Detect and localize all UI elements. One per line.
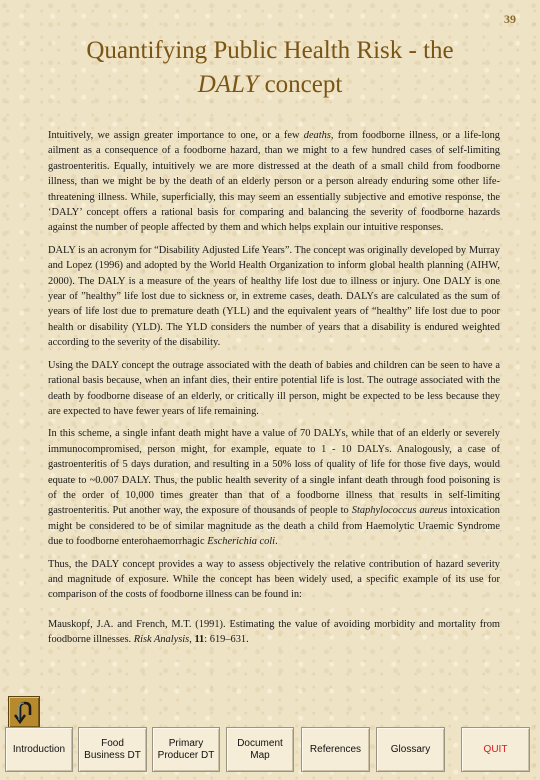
paragraph-outrage: Using the DALY concept the outrage associated with the death of babies and children can be seen to have a rational basis because, when an infant dies, their entire potential life is lost. The outrage associated with the death by foodborne disease of an elderly, or critically ill person, might be expected to be less because they are expected to have fewer years of life remaining.	[48, 359, 500, 417]
nav-food-business-dt-label: Food Business DT	[84, 737, 141, 761]
text-run: : 619–631.	[204, 634, 249, 646]
paragraph-scheme	[48, 426, 500, 549]
text-run: Mauskopf, J.A. and French, M.T. (1991). Estimating the value of avoiding morbidity and mortality from foodborne illnesses.	[48, 618, 500, 646]
nav-document-map-button[interactable]	[226, 727, 294, 772]
u-turn-back-arrow-icon	[12, 700, 36, 724]
body-text	[48, 128, 500, 655]
text-run: , from foodborne illness, or a life-long ailment as a consequence of a foodborne hazard, than we might to a few hundred cases of self-limiting gastroenteritis. Equally, intuitively we are more distressed at the death of a small child from foodborne illness, than we might be by the death of an elderly person or a person already enduring some other life-threatening illness. While, superficially, this may seem an essentially subjective and emotive response, the ‘DALY’ concept offers a rational basis for comparing and balancing the severity of foodborne hazards against the number of people affected by them and which helps explain our intuitive responses.	[48, 130, 500, 234]
paragraph-intro	[48, 128, 500, 236]
paragraph-daly-definition: DALY is an acronym for “Disability Adjusted Life Years”. The concept was originally developed by Murray and Lopez (1996) and adopted by the World Health Organization to inform global health planning (AIHW, 2000). The DALY is a measure of the years of healthy life lost due to illness or injury. One DALY is one year of ”healthy” life lost due to sickness or, in extreme cases, death. DALYs are calculated as the sum of years of life lost due to premature death (YLL) and the equivalent years of “healthy” life lost due to poor health or disability (YLD). The YLD considers the number of years that a disability is endured weighted according to the severity of the disability.	[48, 244, 500, 349]
text-run: .	[275, 536, 278, 548]
reference-citation	[48, 617, 500, 648]
nav-references-label: References	[309, 743, 362, 755]
nav-primary-producer-dt-label: Primary Producer DT	[157, 737, 215, 761]
title-line-2	[0, 68, 540, 102]
nav-glossary-button[interactable]	[376, 727, 445, 772]
quit-label: QUIT	[483, 743, 508, 755]
nav-food-business-dt-button[interactable]	[78, 727, 147, 772]
title-daly: DALY	[197, 71, 259, 98]
nav-introduction-label: Introduction	[12, 743, 66, 755]
page-number: 39	[504, 12, 516, 26]
text-run: intoxication might be considered to be of similar magnitude as the death a child from Haemolytic Uraemic Syndrome due to foodborne enterohaemorrhagic	[48, 505, 500, 548]
title-line-1: Quantifying Public Health Risk - the	[86, 37, 454, 64]
paragraph-conclusion: Thus, the DALY concept provides a way to assess objectively the relative contribution of hazard severity and magnitude of exposure. While the concept has been widely used, a specific example of its use for comparison of the costs of foodborne illness can be found in:	[48, 558, 500, 601]
quit-button[interactable]	[461, 727, 530, 772]
text-run-italic: Escherichia coli	[207, 536, 276, 548]
text-run-italic: deaths	[303, 130, 331, 141]
journal-volume: 11	[194, 634, 205, 646]
text-run: In this scheme, a single infant death might have a value of 70 DALYs, while that of an elderly or severely immunocompromised, person might, for example, equate to 1 - 10 DALYs. Analogously, a case of gastroenteritis of 5 days duration, and resulting in a 50% loss of quality of life for those five days, would equate to ~0.007 DALY. Thus, the public health severity of a single infant death through food poisoning is of the order of 10,000 times greater than that of a foodborne illness that results in self-limiting gastroenteritis. Put another way, the exposure of thousands of people to	[48, 428, 500, 517]
nav-document-map-label: Document Map	[237, 737, 283, 761]
text-run: Intuitively, we assign greater importance to one, or a few	[48, 130, 304, 141]
nav-introduction-button[interactable]	[5, 727, 73, 772]
title-concept: concept	[258, 71, 343, 98]
text-run: ,	[189, 634, 195, 646]
nav-primary-producer-dt-button[interactable]	[152, 727, 220, 772]
text-run-italic: Staphylococcus aureus	[351, 505, 448, 517]
nav-references-button[interactable]	[301, 727, 370, 772]
page-title	[0, 34, 540, 102]
journal-name: Risk Analysis	[133, 634, 190, 646]
nav-glossary-label: Glossary	[390, 743, 431, 755]
back-button[interactable]	[8, 696, 40, 728]
